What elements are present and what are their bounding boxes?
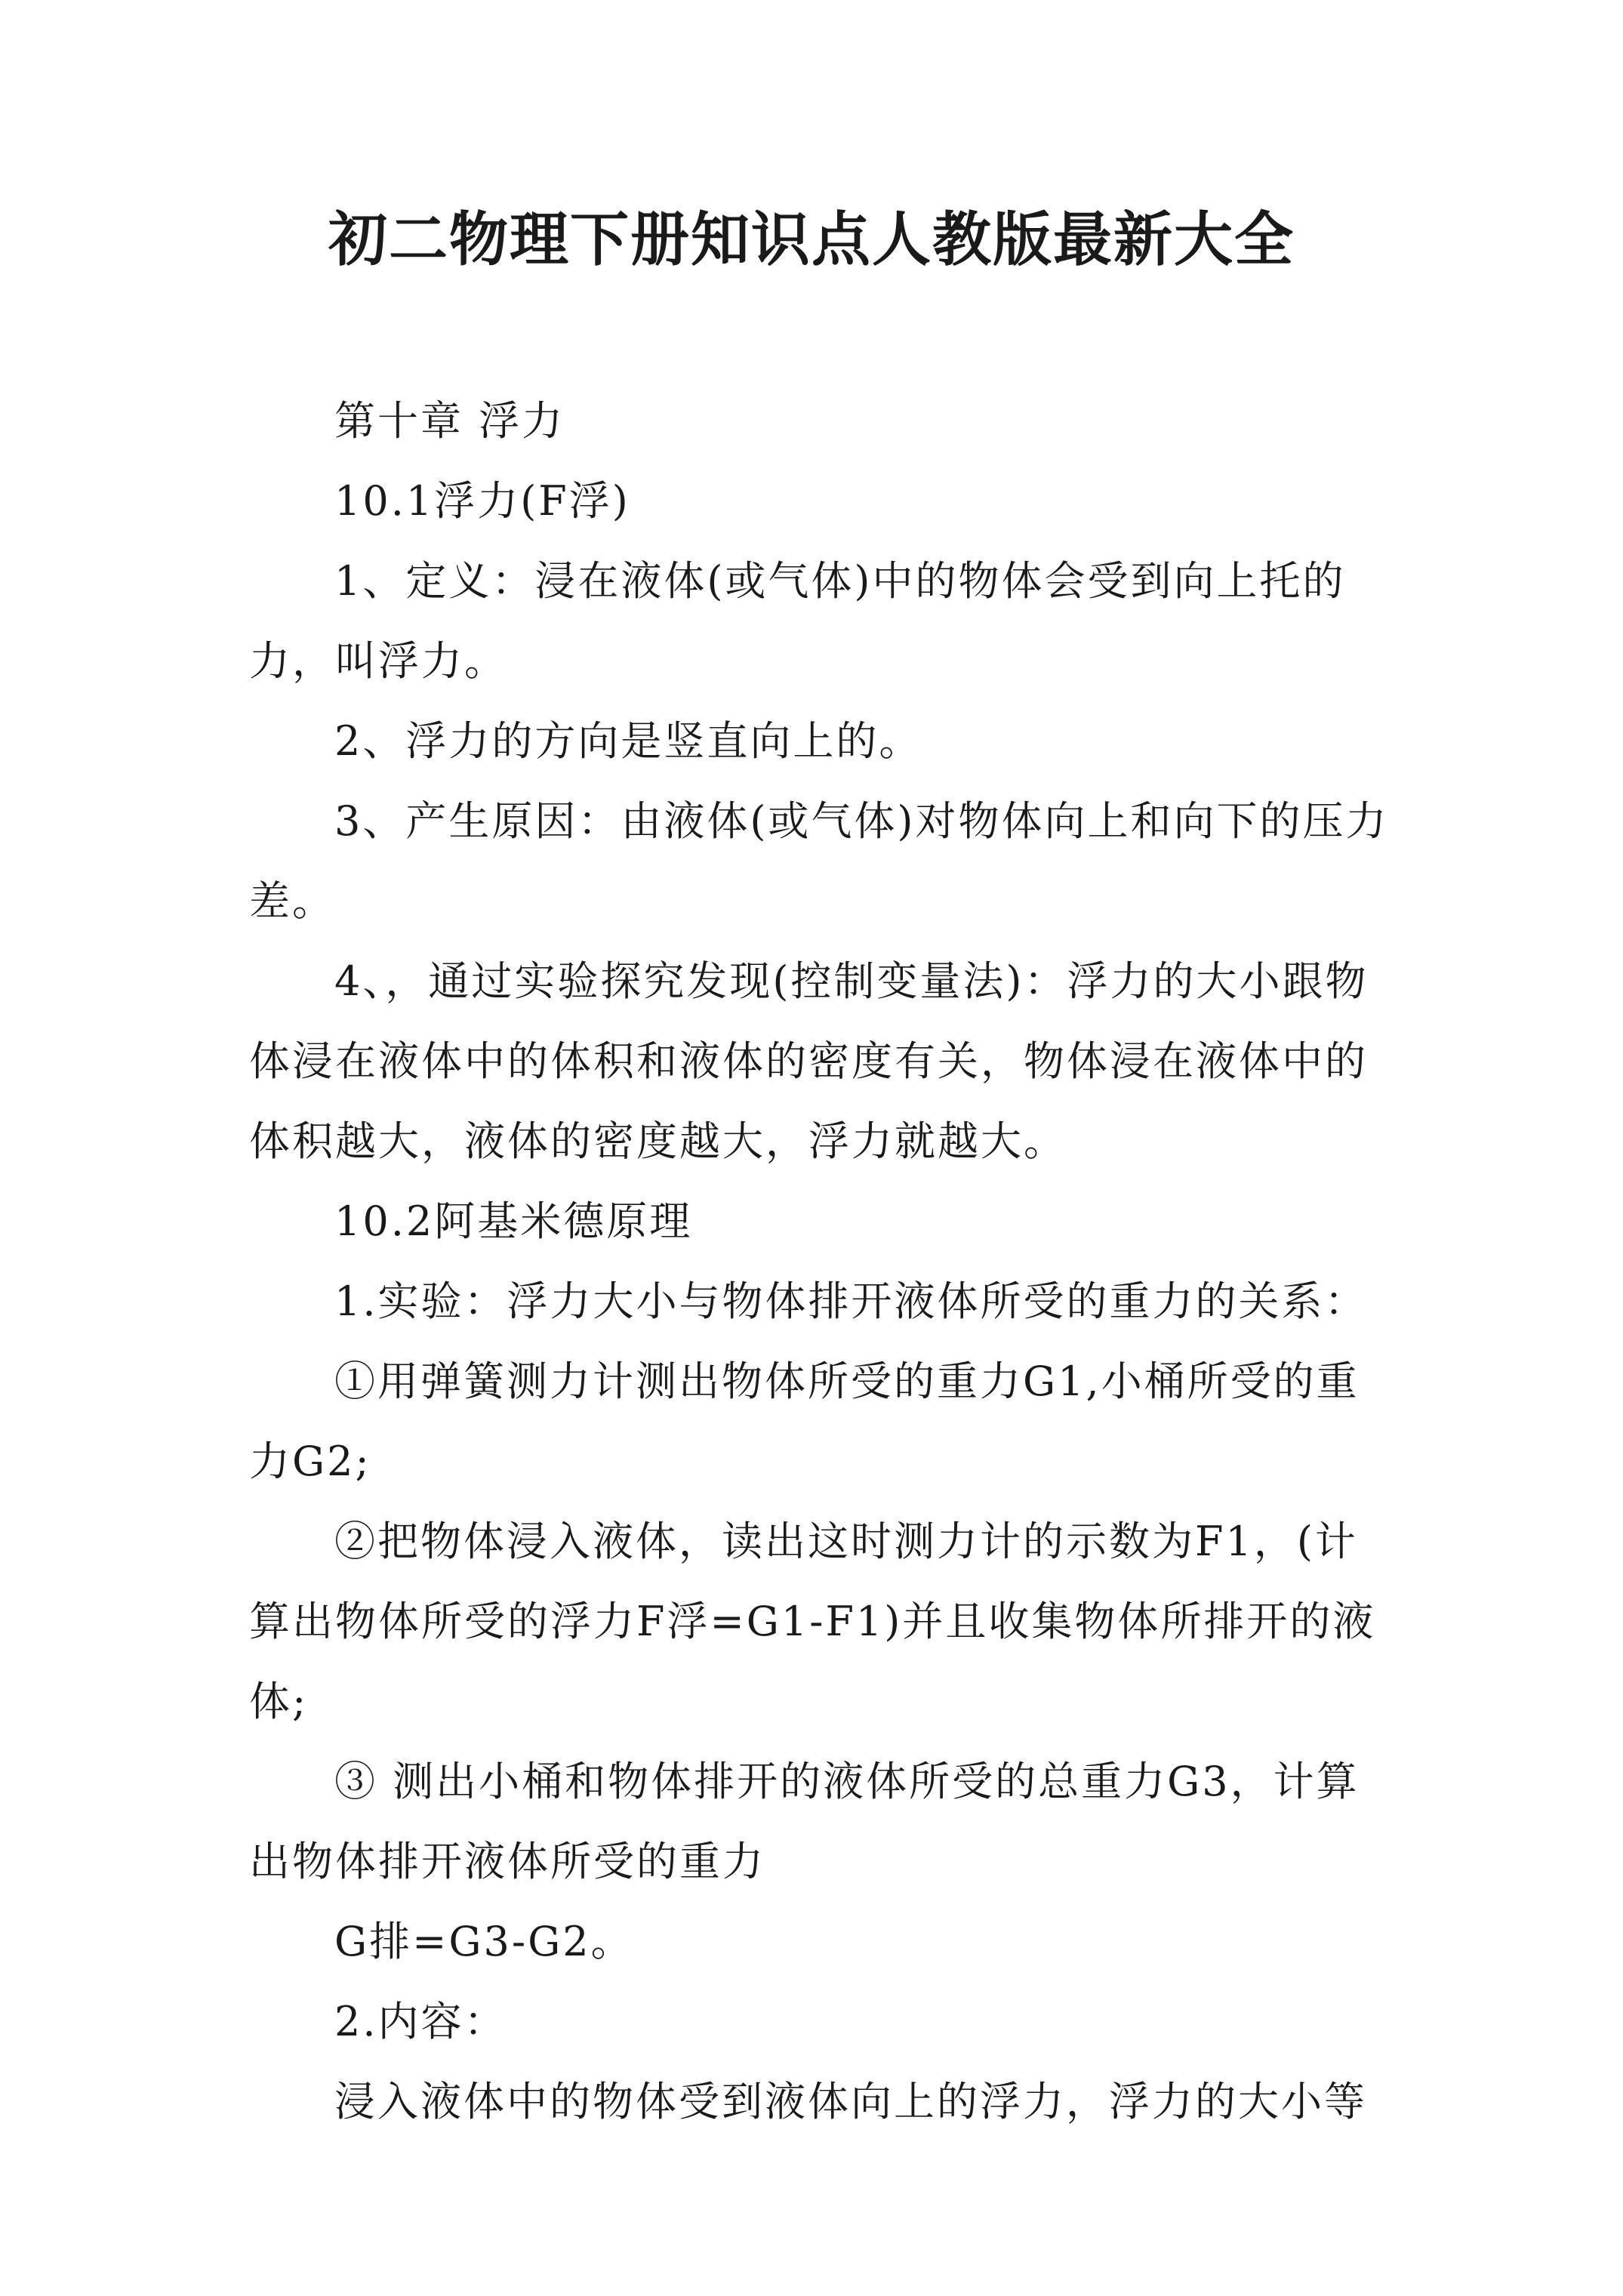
paragraph: 4、，通过实验探究发现(控制变量法)：浮力的大小跟物体浸在液体中的体积和液体的密度有关，物体浸在液体中的体积越大，液体的密度越大，浮力就越大。 [249, 957, 1369, 1165]
paragraph: ①用弹簧测力计测出物体所受的重力G1,小桶所受的重力G2; [249, 1358, 1360, 1485]
paragraph: 1、定义：浸在液体(或气体)中的物体会受到向上托的力，叫浮力。 [249, 557, 1346, 685]
section-heading: 10.1浮力(F浮) [334, 477, 630, 525]
paragraph: ③ 测出小桶和物体排开的液体所受的总重力G3，计算出物体排开液体所受的重力 [249, 1758, 1360, 1885]
paragraph: 2.内容： [334, 1998, 507, 2045]
paragraph: 2、浮力的方向是竖直向上的。 [334, 717, 922, 765]
formula-line: G排=G3-G2。 [334, 1918, 634, 1965]
section-heading: 10.2阿基米德原理 [334, 1197, 693, 1245]
paragraph: 1.实验：浮力大小与物体排开液体所受的重力的关系： [334, 1277, 1368, 1325]
document-body [249, 381, 1389, 2142]
paragraph: ②把物体浸入液体，读出这时测力计的示数为F1，(计算出物体所受的浮力F浮=G1-F1)并且收集物体所排开的液体; [249, 1518, 1376, 1725]
document-title: 初二物理下册知识点人教版最新大全 [328, 205, 1295, 274]
chapter-heading: 第十章 浮力 [334, 397, 565, 445]
paragraph: 3、产生原因：由液体(或气体)对物体向上和向下的压力差。 [249, 797, 1389, 925]
paragraph: 浸入液体中的物体受到液体向上的浮力，浮力的大小等 [334, 2078, 1367, 2125]
